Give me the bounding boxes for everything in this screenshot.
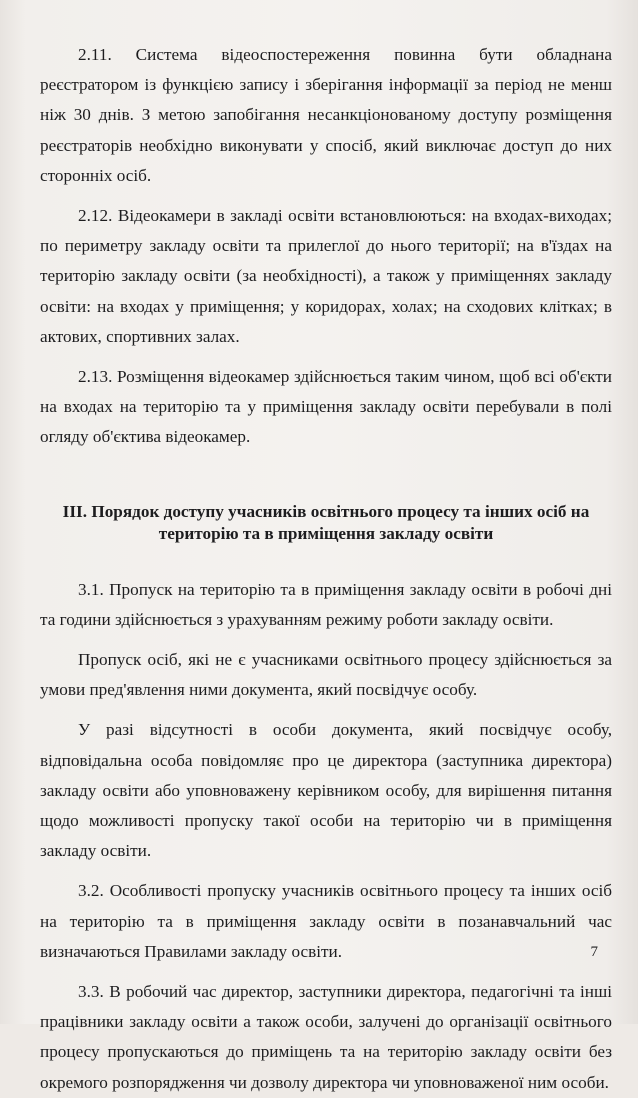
paragraph-3-1-b: Пропуск осіб, які не є учасниками освітнього процесу здійснюється за умови пред'явлення ними документа, який посвідчує особу.: [40, 650, 612, 700]
paragraph-2-11: 2.11. Система відеоспостереження повинна бути обладнана реєстратором із функцією запису і зберігання інформації за період не менш ніж 30 днів. З метою запобігання несанкціонованому доступу розміщення реєстраторів необхідно виконувати у спосіб, який виключає доступ до них сторонніх осіб.: [40, 45, 612, 185]
paragraph-3-1-c: У разі відсутності в особи документа, який посвідчує особу, відповідальна особа повідомляє про це директора (заступника директора) закладу освіти або уповноважену керівником особу, для вирішення питання щодо можливості пропуску такої особи на територію чи в приміщення закладу освіти.: [40, 720, 612, 861]
paragraph-2-13: 2.13. Розміщення відеокамер здійснюється таким чином, щоб всі об'єкти на входах на територію та у приміщення закладу освіти перебували в полі огляду об'єктива відеокамер.: [40, 367, 612, 447]
section-heading-line2: територію та в приміщення закладу освіти: [158, 523, 494, 543]
section-heading: [40, 501, 612, 545]
document-body: [40, 40, 612, 1098]
page-number: 7: [590, 944, 598, 960]
paragraph-3-2: 3.2. Особливості пропуску учасників освітнього процесу та інших осіб на територію та в приміщення закладу освіти в позанавчальний час визначаються Правилами закладу освіти.: [40, 881, 612, 961]
paragraph-3-3: 3.3. В робочий час директор, заступники директора, педагогічні та інші працівники закладу освіти а також особи, залучені до організації освітнього процесу пропускаються до приміщень та на територію закладу освіти без окремого розпорядження чи дозволу директора чи уповноваженої ним особи.: [40, 982, 612, 1092]
paragraph-2-12: 2.12. Відеокамери в закладі освіти встановлюються: на входах-виходах; по периметру закладу освіти та прилеглої до нього території; на в'їздах на територію закладу освіти (за необхідності), а також у приміщеннях закладу освіти: на входах у приміщення; у коридорах, холах; на сходових клітках; в актових, спортивних залах.: [40, 206, 612, 346]
section-heading-line1: ІІІ. Порядок доступу учасників освітнього процесу та інших осіб на: [62, 501, 590, 521]
paragraph-3-1: 3.1. Пропуск на територію та в приміщення закладу освіти в робочі дні та години здійснюється з урахуванням режиму роботи закладу освіти.: [40, 579, 612, 629]
